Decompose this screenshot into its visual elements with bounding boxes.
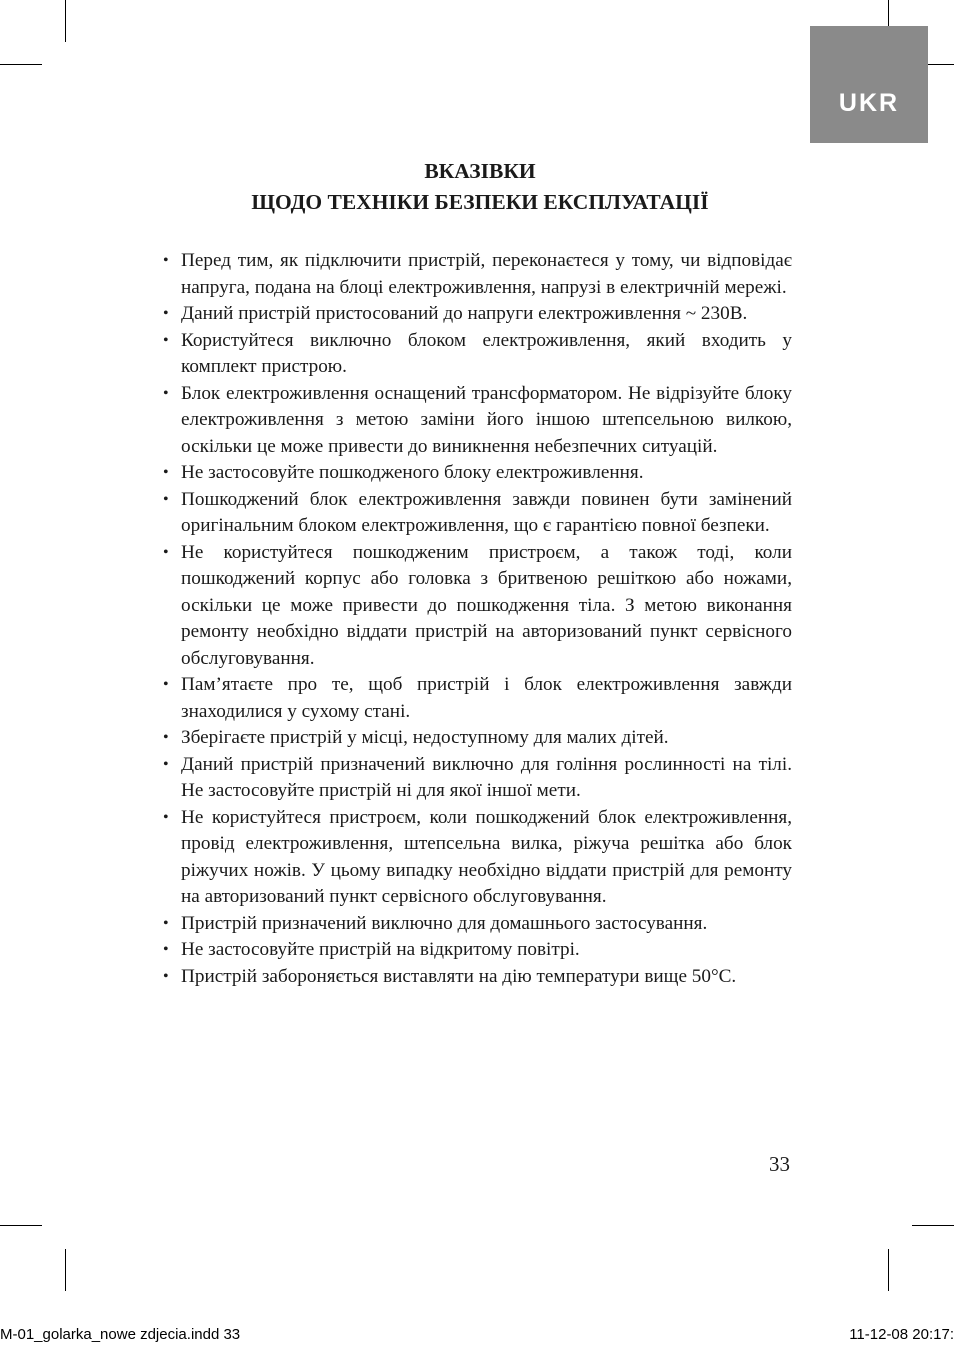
list-item-text: Пам’ятаєте про те, щоб пристрій і блок електроживлення завжди знаходилися у сухому стані. bbox=[181, 674, 792, 722]
list-item-text: Перед тим, як підключити пристрій, переконаєтеся у тому, чи відповідає напруга, подана на блоці електроживлення, напрузі в електричній мережі. bbox=[181, 250, 792, 298]
bullet-icon: • bbox=[163, 305, 169, 322]
bullet-icon: • bbox=[163, 755, 169, 773]
list-item bbox=[163, 540, 792, 673]
bullet-icon: • bbox=[163, 331, 169, 349]
crop-mark bbox=[65, 0, 66, 42]
list-item bbox=[163, 672, 792, 725]
list-item-text: Даний пристрій пристосований до напруги електроживлення ~ 230В. bbox=[181, 303, 748, 324]
crop-mark bbox=[0, 1225, 42, 1226]
list-item bbox=[163, 964, 792, 991]
page-number: 33 bbox=[769, 1152, 790, 1176]
list-item bbox=[163, 487, 792, 540]
language-tab: UKR bbox=[810, 26, 928, 143]
footer-file-name: M-01_golarka_nowe zdjecia.indd 33 bbox=[0, 1326, 241, 1343]
safety-instructions-list bbox=[163, 248, 792, 990]
list-item bbox=[163, 328, 792, 381]
list-item-text: Не застосовуйте пошкодженого блоку електроживлення. bbox=[181, 462, 644, 483]
bullet-icon: • bbox=[163, 967, 169, 985]
list-item-text: Пошкоджений блок електроживлення завжди повинен бути замінений оригінальним блоком електроживлення, що є гарантією повної безпеки. bbox=[181, 488, 792, 536]
crop-mark bbox=[0, 64, 42, 65]
list-item-text: Не застосовуйте пристрій на відкритому повітрі. bbox=[181, 939, 580, 960]
bullet-icon: • bbox=[163, 384, 169, 402]
list-item bbox=[163, 301, 792, 328]
list-item-text: Не користуйтеся пристроєм, коли пошкоджений блок електроживлення, провід електроживлення, штепсельна вилка, ріжуча решітка або блок ріжучих ножів. У цьому випадку необхідно віддати пристрій для ремонту на авторизований пункт сервісного обслуговування. bbox=[181, 806, 792, 907]
list-item bbox=[163, 460, 792, 487]
page-title bbox=[160, 156, 800, 218]
bullet-icon: • bbox=[163, 543, 169, 561]
title-line-1: ВКАЗІВКИ bbox=[424, 159, 536, 183]
bullet-icon: • bbox=[163, 464, 169, 481]
title-line-2: ЩОДО ТЕХНІКИ БЕЗПЕКИ ЕКСПЛУАТАЦІЇ bbox=[251, 190, 709, 214]
footer-date-time: 11-12-08 20:17: bbox=[849, 1326, 954, 1343]
list-item-text: Даний пристрій призначений виключно для гоління рослинності на тілі. Не застосовуйте пристрій ні для якої іншої мети. bbox=[181, 753, 792, 801]
bullet-icon: • bbox=[163, 941, 169, 958]
bullet-icon: • bbox=[163, 914, 169, 932]
list-item bbox=[163, 752, 792, 805]
list-item-text: Зберігаєте пристрій у місці, недоступному для малих дітей. bbox=[181, 727, 669, 748]
crop-mark bbox=[912, 1225, 954, 1226]
list-item bbox=[163, 805, 792, 911]
list-item-text: Блок електроживлення оснащений трансформатором. Не відрізуйте блоку електроживлення з метою заміни його іншою штепсельною вилкою, оскільки це може привести до виникнення небезпечних ситуацій. bbox=[181, 382, 792, 457]
list-item-text: Користуйтеся виключно блоком електроживлення, який входить у комплект пристрою. bbox=[181, 329, 792, 377]
crop-mark bbox=[888, 1249, 889, 1291]
list-item bbox=[163, 248, 792, 301]
bullet-icon: • bbox=[163, 252, 169, 269]
list-item bbox=[163, 381, 792, 461]
bullet-icon: • bbox=[163, 808, 169, 826]
bullet-icon: • bbox=[163, 676, 169, 693]
list-item bbox=[163, 725, 792, 752]
list-item bbox=[163, 937, 792, 964]
bullet-icon: • bbox=[163, 729, 169, 746]
list-item-text: Пристрій забороняється виставляти на дію температури вище 50°С. bbox=[181, 965, 737, 987]
crop-mark bbox=[65, 1249, 66, 1291]
list-item-text: Не користуйтеся пошкодженим пристроєм, а також тоді, коли пошкоджений корпус або головка з бритвеною решіткою або ножами, оскільки це може привести до пошкодження тіла. З метою виконання ремонту необхідно віддати пристрій на авторизований пункт сервісного обслуговування. bbox=[181, 541, 792, 669]
bullet-icon: • bbox=[163, 490, 169, 508]
list-item-text: Пристрій призначений виключно для домашнього застосування. bbox=[181, 912, 708, 934]
list-item bbox=[163, 911, 792, 938]
